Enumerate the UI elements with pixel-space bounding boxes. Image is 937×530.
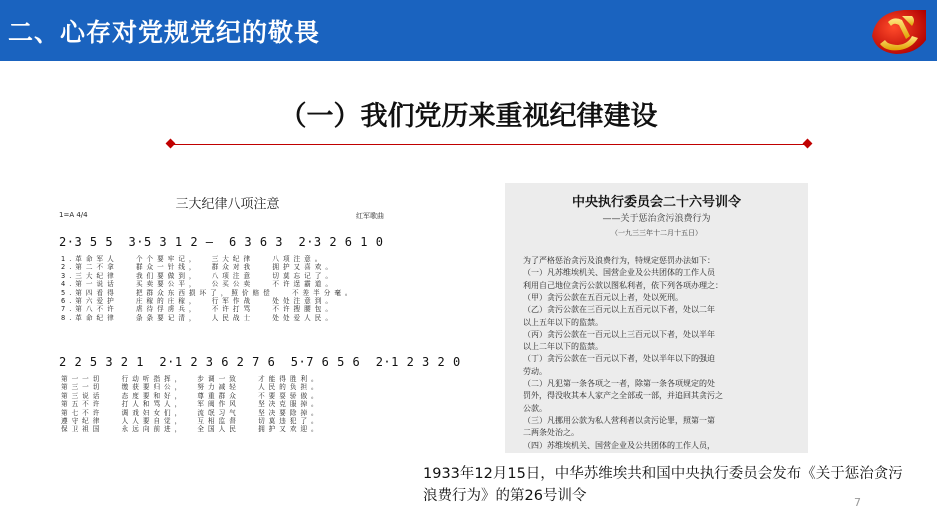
doc-line: （一）凡苏维埃机关、国营企业及公共团体的工作人员 [523, 268, 715, 278]
doc-line: 以上二年以下的监禁。 [523, 342, 603, 352]
lyric-line: 第七不许 调戏妇女们， 流氓习气 坚决要除掉。 [61, 408, 322, 417]
doc-line: 罚外，得没收其本人家产之全部或一部，并追回其贪污之 [523, 391, 723, 401]
section-subtitle: （一）我们党历来重视纪律建设 [279, 101, 658, 132]
lyrics-block-2 [61, 375, 322, 434]
doc-line: （甲）贪污公款在五百元以上者，处以死刑。 [523, 292, 683, 302]
lyric-line: 8.革命纪律 条条要记清， 人民战士 处处爱人民。 [61, 313, 336, 322]
score-key: 1=A 4/4 [59, 211, 88, 219]
lyric-line: 遵守纪律 人人要自觉， 互相监督 切莫违犯了。 [61, 417, 322, 426]
lyric-line: 第三说话 态度要和好， 尊重群众 不要耍骄傲。 [61, 391, 322, 400]
lyric-line: 3.三大纪律 我们要做到， 八项注意 切莫忘记了。 [61, 271, 336, 280]
doc-line: 为了严格惩治贪污及浪费行为，特规定惩罚办法如下： [523, 256, 715, 265]
lyric-line: 7.第八不许 虐待俘虏兵， 不许打骂 不许搜腰包。 [61, 305, 336, 314]
notes-row-2: 2 2 5 3 2 1 2·1 2 3 6 2 7 6 5·7 6 5 6 2·1 2 3 2 0 [59, 355, 461, 369]
party-emblem-icon [866, 6, 930, 58]
doc-line: （三）凡挪用公款为私人营利者以贪污论罪，照第一第 [523, 415, 715, 425]
page-number: 7 [854, 496, 861, 509]
lyric-line: 4.第一说话 买卖要公平， 公买公卖 不许逞霸道。 [61, 280, 336, 289]
score-title: 三大纪律八项注意 [175, 197, 280, 212]
doc-line: （二）凡犯第一条各项之一者，除第一条各项规定的处 [523, 379, 715, 388]
doc-line: （丁）贪污公款在一百元以下者，处以半年以下的强迫 [523, 354, 715, 364]
slide-header [0, 0, 937, 61]
doc-title: 中央执行委员会二十六号训令 [571, 195, 741, 210]
lyrics-block-1 [61, 255, 356, 322]
divider-diamond-left [166, 139, 176, 149]
score-source: 红军歌曲 [356, 212, 384, 220]
document-image [505, 183, 808, 453]
red-divider [170, 144, 807, 145]
doc-line: （乙）贪污公款在三百元以上五百元以下者，处以二年 [523, 305, 715, 315]
header-title: 二、心存对党规党纪的敬畏 [8, 18, 321, 47]
doc-line: （四）苏维埃机关、国营企业及公共团体的工作人员， [523, 440, 715, 450]
doc-line: 利用自己地位贪污公款以图私利者，依下列各项办理之： [523, 280, 723, 290]
doc-line: 二两条处治之。 [523, 428, 579, 438]
music-score-image [55, 185, 461, 455]
doc-line: 以上五年以下的监禁。 [523, 317, 603, 327]
doc-line: （丙）贪污公款在一百元以上三百元以下者，处以半年 [523, 329, 715, 339]
doc-date: （一九三三年十二月十五日） [611, 229, 702, 237]
doc-line: 公款。 [523, 403, 547, 413]
divider-diamond-right [803, 139, 813, 149]
lyric-line: 1.革命军人 个个要牢记， 三大纪律 八项注意。 [61, 255, 326, 263]
caption-text: 1933年12月15日，中华苏维埃共和国中央执行委员会发布《关于惩治贪污浪费行为》的第26号训令 [423, 466, 903, 504]
notes-row-1: 2·3 5 5 3·5 3 1 2 – 6 3 6 3 2·3 2 6 1 0 [59, 235, 384, 249]
doc-subtitle: ——关于惩治贪污浪费行为 [602, 214, 711, 224]
lyric-line: 6.第六爱护 庄稼的庄稼， 行军作战 处处注意到。 [61, 297, 336, 306]
lyric-line: 第五不许 打人和骂人， 军阀作风 坚决克服掉。 [61, 400, 322, 409]
doc-line: 劳动。 [523, 366, 547, 376]
lyric-line: 第一一切 行动听指挥， 步调一致 才能得胜利。 [61, 375, 322, 383]
lyric-line: 保卫祖国 永远向前进， 全国人民 拥护又欢迎。 [61, 425, 322, 434]
lyric-line: 第三一切 缴获要归公， 努力减轻 人民的负担。 [61, 383, 322, 392]
lyric-line: 5.第四看得 把群众东西损坏了，照价赔偿 不差半分毫。 [61, 288, 356, 297]
lyric-line: 2.第二不拿 群众一针线， 群众对我 拥护又喜欢。 [61, 263, 336, 272]
